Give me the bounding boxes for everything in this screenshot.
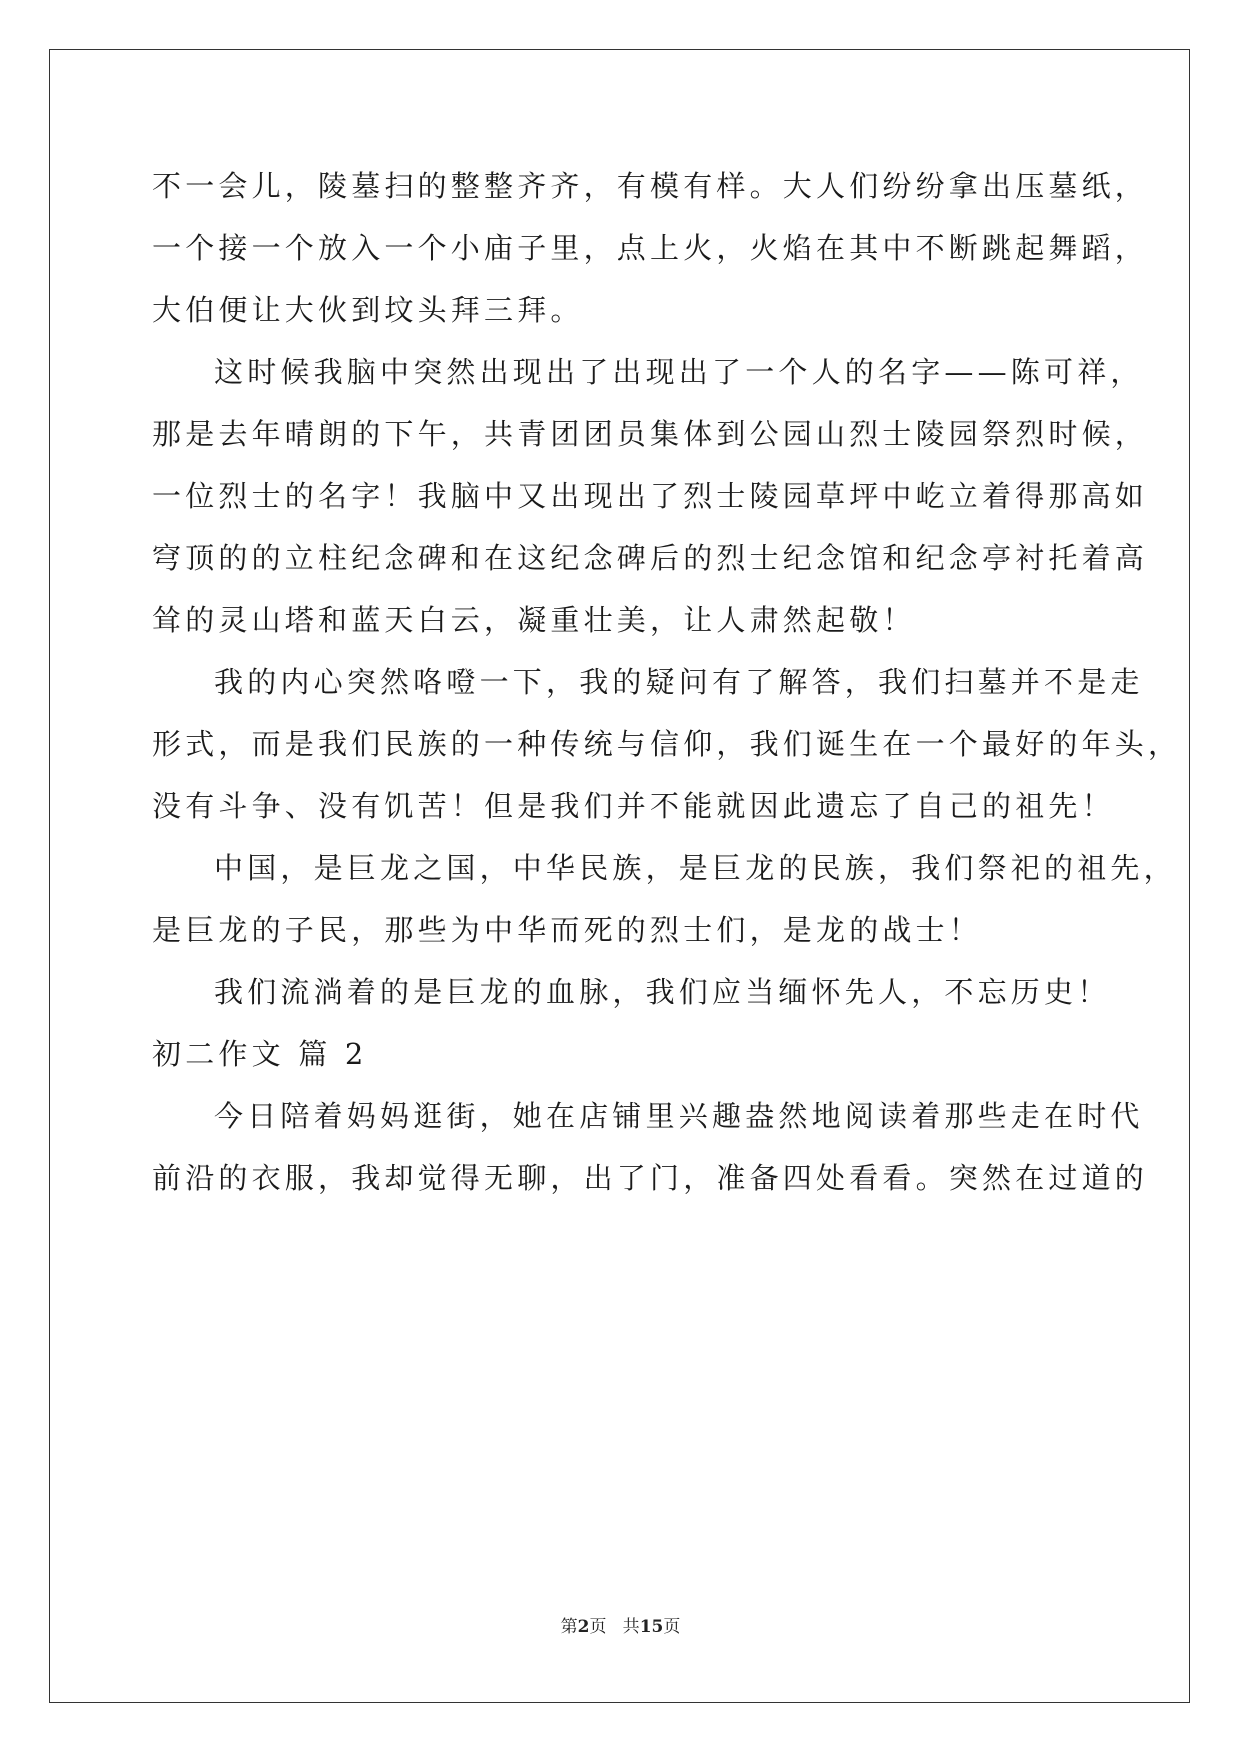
paragraph-line: 今日陪着妈妈逛街，她在店铺里兴趣盎然地阅读着那些走在时代 [214, 1099, 1144, 1133]
paragraph-line: 没有斗争、没有饥苦！但是我们并不能就因此遗忘了自己的祖先！ [152, 789, 1115, 823]
paragraph-line: 那是去年晴朗的下午，共青团团员集体到公园山烈士陵园祭烈时候， [152, 417, 1149, 451]
footer-middle: 页 共 [589, 1617, 640, 1637]
paragraph-line: 前沿的衣服，我却觉得无聊，出了门，准备四处看看。突然在过道的 [152, 1161, 1149, 1195]
paragraph-line: 不一会儿，陵墓扫的整整齐齐，有模有样。大人们纷纷拿出压墓纸， [152, 169, 1149, 203]
page-number-footer [0, 1615, 1241, 1639]
footer-suffix: 页 [663, 1617, 681, 1637]
paragraph-line: 一位烈士的名字！我脑中又出现出了烈士陵园草坪中屹立着得那高如 [152, 479, 1149, 513]
paragraph-line: 耸的灵山塔和蓝天白云，凝重壮美，让人肃然起敬！ [152, 603, 916, 637]
footer-prefix: 第 [560, 1617, 578, 1637]
total-page-count: 15 [639, 1617, 664, 1637]
section-heading: 初二作文 篇 2 [152, 1037, 368, 1071]
paragraph-line: 我们流淌着的是巨龙的血脉，我们应当缅怀先人，不忘历史！ [214, 975, 1111, 1009]
paragraph-line: 这时候我脑中突然出现出了出现出了一个人的名字——陈可祥， [214, 355, 1144, 389]
current-page-number: 2 [577, 1617, 590, 1637]
paragraph-line: 形式，而是我们民族的一种传统与信仰，我们诞生在一个最好的年头， [152, 727, 1182, 761]
paragraph-line: 中国，是巨龙之国，中华民族，是巨龙的民族，我们祭祀的祖先， [214, 851, 1177, 885]
paragraph-line: 穹顶的的立柱纪念碑和在这纪念碑后的烈士纪念馆和纪念亭衬托着高 [152, 541, 1149, 575]
paragraph-line: 是巨龙的子民，那些为中华而死的烈士们，是龙的战士！ [152, 913, 983, 947]
paragraph-line: 大伯便让大伙到坟头拜三拜。 [152, 293, 584, 327]
paragraph-line: 一个接一个放入一个小庙子里，点上火，火焰在其中不断跳起舞蹈， [152, 231, 1149, 265]
paragraph-line: 我的内心突然咯噔一下，我的疑问有了解答，我们扫墓并不是走 [214, 665, 1144, 699]
